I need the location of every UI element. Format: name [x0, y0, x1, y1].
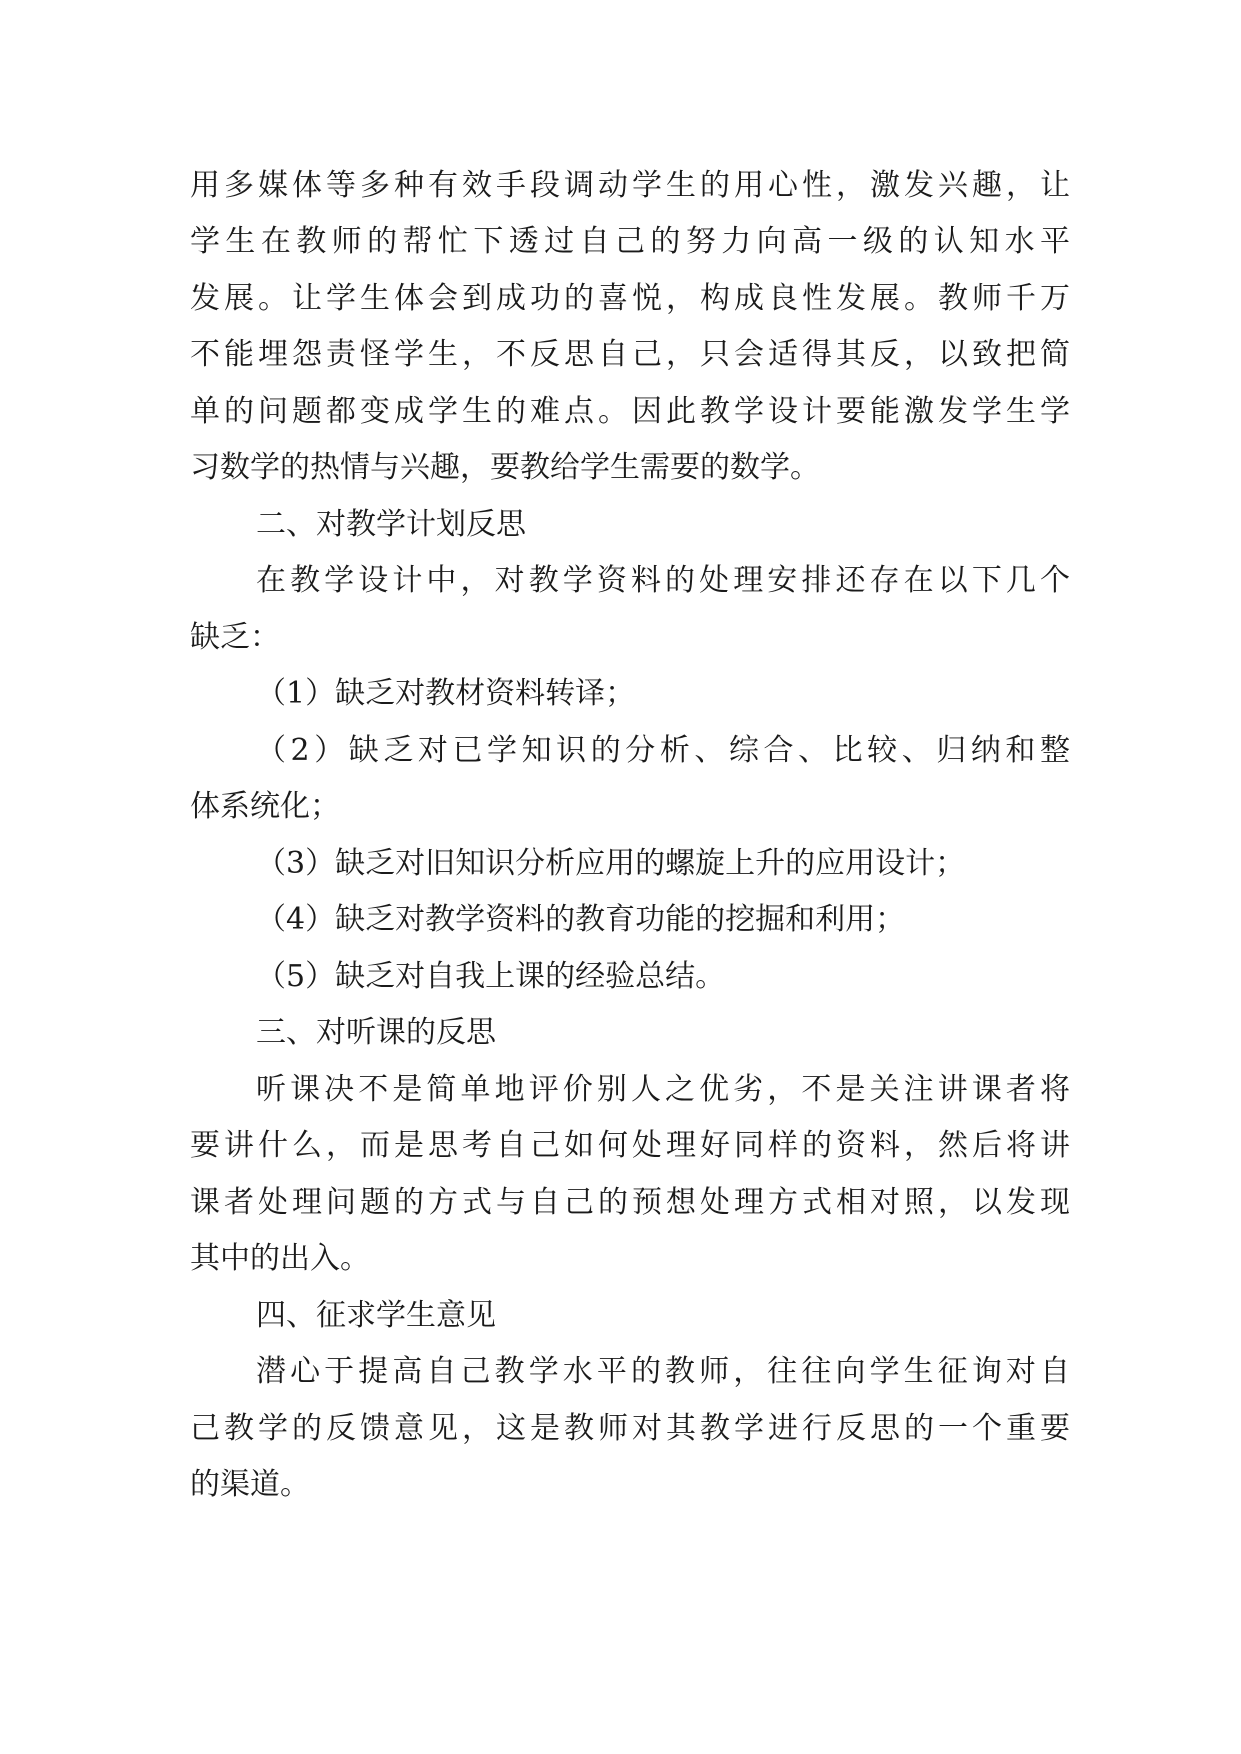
paragraph-line: 在教学设计中，对教学资料的处理安排还存在以下几个 [256, 563, 1070, 598]
paragraph-line: 单的问题都变成学生的难点。因此教学设计要能激发学生学 [190, 394, 1070, 429]
list-item: （5）缺乏对自我上课的经验总结。 [256, 959, 726, 994]
paragraph-line: 的渠道。 [190, 1467, 310, 1502]
list-item: （1）缺乏对教材资料转译； [256, 676, 636, 711]
section-heading: 三、对听课的反思 [256, 1015, 496, 1050]
list-item: （4）缺乏对教学资料的教育功能的挖掘和利用； [256, 902, 906, 937]
list-item-continuation: 体系统化； [190, 789, 340, 824]
paragraph-line: 学生在教师的帮忙下透过自己的努力向高一级的认知水平 [190, 224, 1070, 259]
list-item: （3）缺乏对旧知识分析应用的螺旋上升的应用设计； [256, 846, 966, 881]
section-heading: 四、征求学生意见 [256, 1298, 496, 1333]
paragraph-line: 潜心于提高自己教学水平的教师，往往向学生征询对自 [256, 1354, 1070, 1389]
list-item: （2）缺乏对已学知识的分析、综合、比较、归纳和整 [256, 733, 1070, 768]
paragraph-line: 习数学的热情与兴趣，要教给学生需要的数学。 [190, 450, 820, 485]
paragraph-line: 用多媒体等多种有效手段调动学生的用心性，激发兴趣，让 [190, 168, 1070, 203]
paragraph-line: 课者处理问题的方式与自己的预想处理方式相对照，以发现 [190, 1185, 1070, 1220]
paragraph-line: 不能埋怨责怪学生，不反思自己，只会适得其反，以致把简 [190, 337, 1070, 372]
paragraph-line: 听课决不是简单地评价别人之优劣，不是关注讲课者将 [256, 1072, 1070, 1107]
paragraph-line: 缺乏： [190, 620, 280, 655]
paragraph-line: 己教学的反馈意见，这是教师对其教学进行反思的一个重要 [190, 1411, 1070, 1446]
section-heading: 二、对教学计划反思 [256, 507, 526, 542]
paragraph-line: 要讲什么，而是思考自己如何处理好同样的资料，然后将讲 [190, 1128, 1070, 1163]
paragraph-line: 其中的出入。 [190, 1241, 370, 1276]
paragraph-line: 发展。让学生体会到成功的喜悦，构成良性发展。教师千万 [190, 281, 1070, 316]
